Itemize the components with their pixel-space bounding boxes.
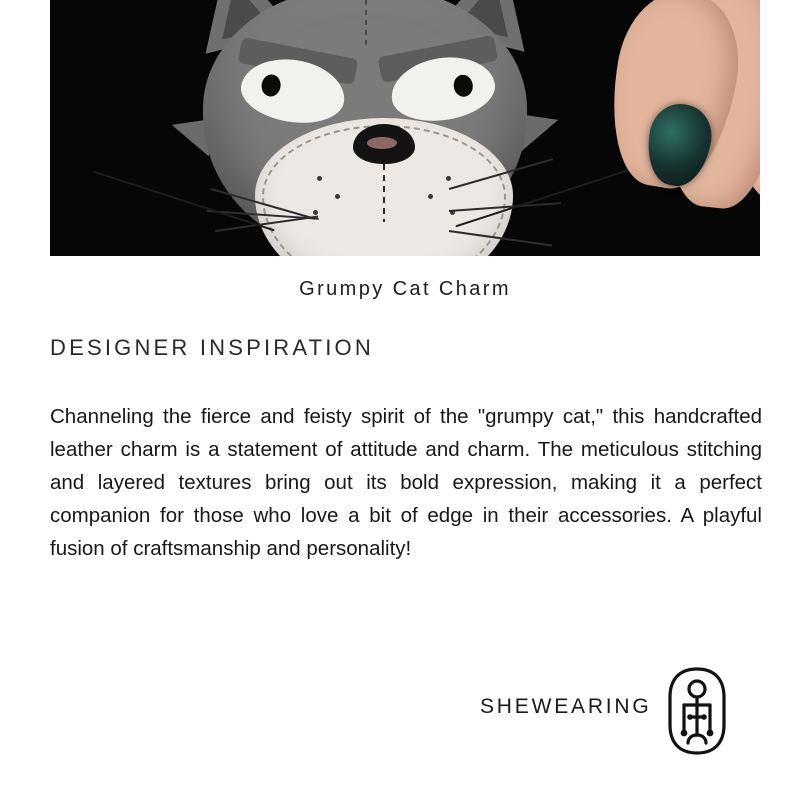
cat-whisker-dot xyxy=(317,176,322,181)
cat-whisker-dot xyxy=(428,194,433,199)
shewearing-circuit-logo-icon xyxy=(664,665,730,757)
cat-head-seam xyxy=(365,0,367,50)
product-caption: Grumpy Cat Charm xyxy=(299,278,511,300)
section-body-text: Channeling the fierce and feisty spirit of the "grumpy cat," this handcrafted leather charm is a statement of attitude and charm. The meticulous stitching and layered textures bring out its bold expression, making it a perfect companion for those who love a bit of edge in their accessories. A playful fusion of craftsmanship and personality! xyxy=(50,405,762,560)
brand-name: SHEWEARING xyxy=(480,695,652,718)
cat-muzzle-icon xyxy=(255,118,513,256)
product-photo-scene xyxy=(50,0,760,256)
cat-pupil-right-icon xyxy=(452,73,474,98)
section-heading: DESIGNER INSPIRATION xyxy=(50,335,374,360)
cat-pupil-left-icon xyxy=(260,73,282,98)
cat-nose-icon xyxy=(353,124,415,164)
hand-holding-charm xyxy=(490,0,760,256)
cat-whisker-dot xyxy=(446,176,451,181)
cat-whisker-dot xyxy=(313,210,318,215)
product-photo xyxy=(50,0,760,256)
cat-head-icon xyxy=(203,0,527,252)
cat-whisker-dot xyxy=(335,194,340,199)
cat-mouth-stitch xyxy=(383,164,385,222)
cat-nose-highlight xyxy=(367,137,397,149)
